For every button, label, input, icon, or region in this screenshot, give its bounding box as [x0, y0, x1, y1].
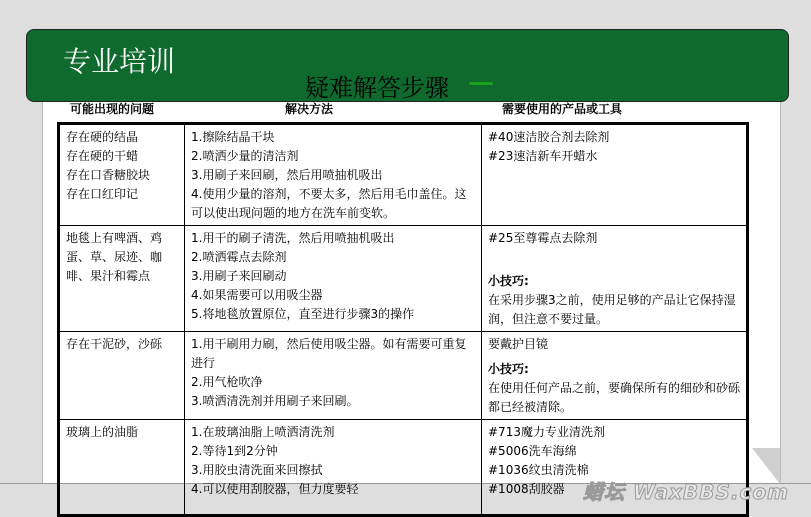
tip-label: 小技巧:: [488, 274, 529, 288]
subtitle-dash: [469, 82, 493, 85]
watermark: 蜡坛 WaxBBS.com: [583, 480, 789, 504]
product-item: #5006洗车海绵: [488, 444, 577, 458]
solution-step: 2.用气枪吹净: [191, 375, 263, 389]
solution-cell: [185, 124, 482, 226]
header-title: 专业培训: [63, 45, 176, 78]
solution-step: 4.可以使用刮胶器，但力度要轻: [191, 482, 359, 496]
table-row: [59, 124, 748, 226]
products-cell: [482, 332, 748, 420]
problem-text: 地毯上有啤酒、鸡蛋、草、尿迹、咖啡、果汁和霉点: [66, 231, 163, 283]
product-item: #25至尊霉点去除剂: [488, 231, 598, 245]
product-item: #1036纹虫清洗棉: [488, 463, 589, 477]
subtitle: 疑难解答步骤: [305, 74, 449, 102]
tip-label: 小技巧:: [488, 362, 529, 376]
troubleshooting-table: [57, 122, 749, 517]
problem-text: 存在口红印记: [66, 187, 139, 201]
problem-text: 存在硬的结晶: [66, 130, 139, 144]
products-cell: [482, 124, 748, 226]
tip-text: 在采用步骤3之前，使用足够的产品让它保持湿润，但注意不要过量。: [488, 293, 736, 326]
solution-step: 4.如果需要可以用吸尘器: [191, 288, 323, 302]
product-item: #23速洁新车开蜡水: [488, 149, 598, 163]
problem-cell: [59, 332, 185, 420]
problem-text: 玻璃上的油脂: [66, 425, 139, 439]
solution-step: 3.用刷子来回刷，然后用喷抽机吸出: [191, 168, 383, 182]
solution-step: 4.使用少量的溶剂，不要太多，然后用毛巾盖住。这可以使出现问题的地方在洗车前变软。: [191, 187, 467, 220]
problem-cell: [59, 124, 185, 226]
solution-step: 1.在玻璃油脂上喷洒清洗剂: [191, 425, 335, 439]
solution-step: 3.用胶虫清洗面来回擦拭: [191, 463, 323, 477]
solution-step: 3.喷洒清洗剂并用刷子来回刷。: [191, 394, 359, 408]
column-header-solution: 解决方法: [285, 102, 334, 116]
problem-text: 存在干泥砂，沙砾: [66, 337, 163, 351]
solution-step: 1.擦除结晶干块: [191, 130, 275, 144]
tip-text: 在使用任何产品之前，要确保所有的细砂和砂砾都已经被清除。: [488, 381, 741, 414]
problem-text: 存在口香糖胶块: [66, 168, 151, 182]
product-item: #713魔力专业清洗剂: [488, 425, 605, 439]
table-row: [59, 332, 748, 420]
solution-step: 1.用干刷用力刷，然后使用吸尘器。如有需要可重复进行: [191, 337, 467, 370]
solution-step: 2.等待1到2分钟: [191, 444, 278, 458]
problem-cell: [59, 420, 185, 516]
solution-cell: [185, 420, 482, 516]
column-header-products: 需要使用的产品或工具: [502, 102, 623, 116]
product-item: #40速洁胶合剂去除剂: [488, 130, 610, 144]
solution-step: 2.喷洒霉点去除剂: [191, 250, 287, 264]
solution-step: 5.将地毯放置原位，直至进行步骤3的操作: [191, 307, 415, 321]
product-item: 要戴护目镜: [488, 337, 549, 351]
column-header-problem: 可能出现的问题: [70, 102, 155, 116]
solution-cell: [185, 226, 482, 332]
solution-step: 1.用干的刷子清洗，然后用喷抽机吸出: [191, 231, 395, 245]
solution-step: 3.用刷子来回刷动: [191, 269, 287, 283]
table-row: [59, 226, 748, 332]
products-cell: [482, 226, 748, 332]
solution-step: 2.喷洒少量的清洁剂: [191, 149, 299, 163]
solution-cell: [185, 332, 482, 420]
problem-text: 存在硬的干蜡: [66, 149, 139, 163]
problem-cell: [59, 226, 185, 332]
product-item: #1008刮胶器: [488, 482, 565, 496]
